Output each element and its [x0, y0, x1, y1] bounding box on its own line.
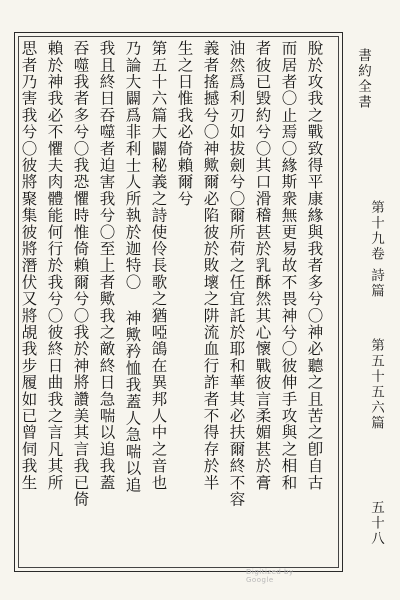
text-column-12: 思者乃害我兮〇彼將聚集彼將潛伏又將覘我步履如已曾伺我生: [19, 40, 38, 491]
watermark-text: Digitized by Google: [246, 568, 294, 584]
text-column-2: 而居者〇止焉〇緣斯衆無更易故不畏神兮〇彼伸手攻與之相和: [279, 40, 298, 491]
digitization-watermark: [246, 566, 308, 584]
text-column-10: 吞噬我者多兮〇我恐懼時惟倚賴爾兮〇我於神將讚美其言我已倚: [71, 40, 90, 508]
text-column-11: 賴於神我必不懼夫肉體能何行於我兮〇彼終日曲我之言凡其所: [45, 40, 64, 491]
text-column-1: 脫於攻我之戰致得平康緣與我者多兮〇神必聽之且苦之卽自古: [305, 40, 324, 491]
chapter-label: 第十九卷: [368, 200, 384, 262]
text-column-9: 我且終日吞噬者迫害我兮〇至上者歟我之敵終日急喘以追我蓋: [97, 40, 116, 491]
psalm-range-label: 第五十五六篇: [368, 338, 384, 431]
page-number: 五十八: [368, 500, 384, 547]
text-column-5: 義者搖撼兮〇神歟爾必陷彼於敗壞之阱流血行詐者不得存於半: [201, 40, 220, 491]
text-column-4: 油然爲利刃如拔劍兮〇爾所荷之任宜託於耶和華其必扶爾終不容: [227, 40, 246, 508]
text-column-8: 乃論大闢爲非利士人所執於迦特〇 神歟矜恤我蓋人急喘以追: [123, 40, 142, 494]
section-label: 詩篇: [368, 268, 384, 299]
text-column-6: 生之日惟我必倚賴爾兮: [175, 40, 194, 207]
text-column-3: 者彼已毀約兮〇其口滑稽甚於乳酥然其心懷戰彼言柔媚甚於膏: [253, 40, 272, 491]
book-title: 書約全書: [355, 48, 371, 110]
text-column-7: 第五十六篇大闢秘義之詩使伶長歌之猶啞鴿在異邦人中之音也: [149, 40, 168, 491]
